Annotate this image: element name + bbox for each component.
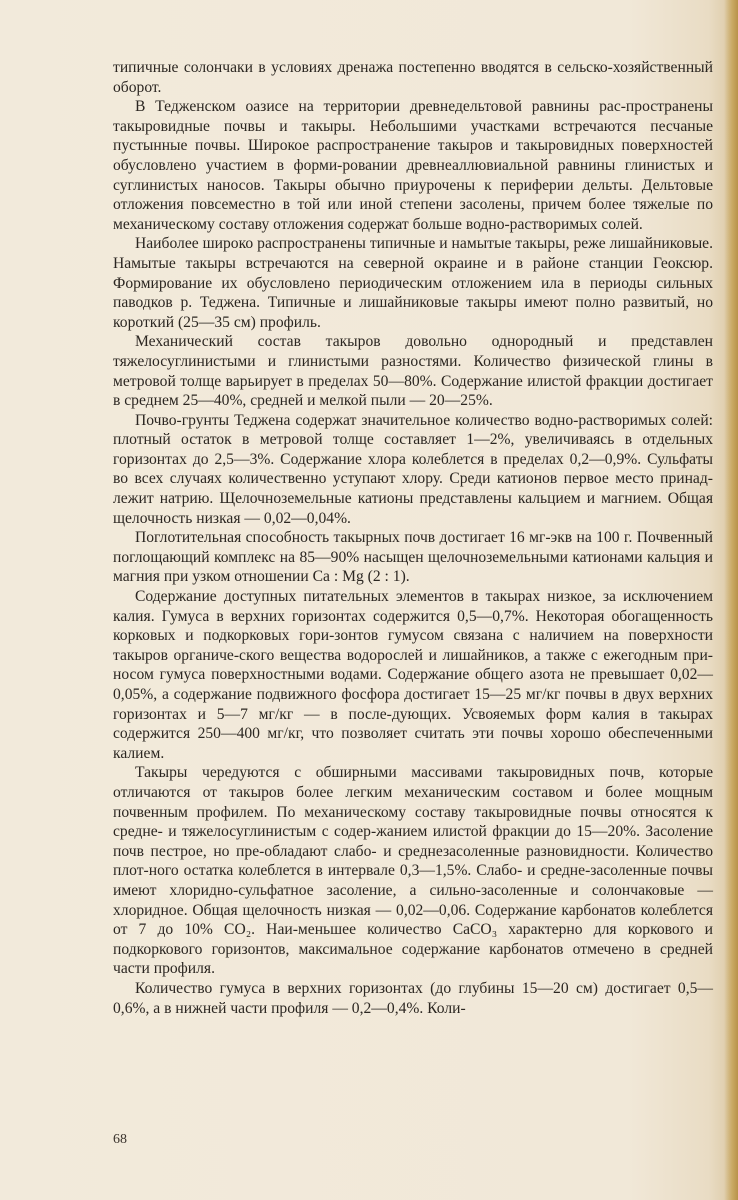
paragraph-absorption-capacity: Поглотительная способность такырных почв достигает 16 мг-экв на 100 г. Почвенный поглощающий комплекс на 85—90% насыщен щелочноземельными катионами кальция и магния при узком отношении Ca : Mg (2 : 1). [113, 529, 713, 586]
paragraph-takyr-types: Наиболее широко распространены типичные и намытые такыры, реже лишайниковые. Намытые такыры встречаются на северной окраине и в районе станции Геоксюр. Формирование их обусловлено периодическим отложением ила в периоды сильных паводков р. Теджена. Типичные и лишайниковые такыры имеют полно развитый, но короткий (25—35 см) профиль. [113, 235, 713, 331]
page-spine-shadow [724, 0, 738, 1200]
paragraph-continuation: типичные солончаки в условиях дренажа постепенно вводятся в сельско-хозяйственный оборот. [113, 59, 713, 96]
body-text [113, 58, 713, 1018]
page-number: 68 [113, 1132, 127, 1147]
paragraph-takyr-like-soils: Такыры чередуются с обширными массивами такыровидных почв, которые отличаются от такыров более легким механическим составом и более мощным почвенным профилем. По механическому составу такыровидные почвы относятся к средне- и тяжелосуглинистым с содер-жанием илистой фракции до 15—20%. Засоление почв пестрое, но пре-обладают слабо- и среднезасоленные разновидности. Количество плот-ного остатка колеблется в интервале 0,3—1,5%. Слабо- и средне-засоленные почвы имеют хлоридно-сульфатное засоление, а сильно-засоленные и солончаковые — хлоридное. Общая щелочность низкая — 0,02—0,06. Содержание карбонатов колеблется от 7 до 10% CO₂. Наи-меньшее количество CaCO₃ характерно для коркового и подкоркового горизонтов, максимальное содержание карбонатов отмечено в средней части профиля. [113, 764, 713, 978]
paragraph-soluble-salts: Почво-грунты Теджена содержат значительное количество водно-растворимых солей: плотный остаток в метровой толще составляет 1—2%, увеличиваясь в отдельных горизонтах до 2,5—3%. Содержание хлора колеблется в пределах 0,2—0,9%. Сульфаты во всех случаях количественно уступают хлору. Среди катионов первое место принад-лежит натрию. Щелочноземельные катионы представлены кальцием и магнием. Общая щелочность низкая — 0,02—0,04%. [113, 411, 713, 527]
paragraph-humus: Количество гумуса в верхних горизонтах (до глубины 15—20 см) достигает 0,5—0,6%, а в нижней части профиля — 0,2—0,4%. Коли- [113, 979, 713, 1017]
paragraph-mechanical-composition: Механический состав такыров довольно однородный и представлен тяжелосуглинистыми и глинистыми разностями. Количество физической глины в метровой толще варьирует в пределах 50—80%. Содержание илистой фракции достигает в среднем 25—40%, средней и мелкой пыли — 20—25%. [113, 333, 713, 410]
paragraph-tedzhen-oasis: В Тедженском оазисе на территории древнедельтовой равнины рас-пространены такыровидные почвы и такыры. Небольшими участками встречаются песчаные пустынные почвы. Широкое распространение такыров и такыровидных поверхностей обусловлено участием в форми-ровании древнеаллювиальной равнины глинистых и суглинистых наносов. Такыры обычно приурочены к периферии дельты. Дельтовые отложения повсеместно в той или иной степени засолены, причем более тяжелые по механическому составу отложения содержат больше водно-растворимых солей. [113, 98, 713, 233]
paragraph-nutrients: Содержание доступных питательных элементов в такырах низкое, за исключением калия. Гумуса в верхних горизонтах содержится 0,5—0,7%. Некоторая обогащенность корковых и подкорковых гори-зонтов гумусом связана с наличием на поверхности такыров органиче-ского вещества водорослей и лишайников, а также с ежегодным при-носом гумуса поверхностными водами. Содержание общего азота не превышает 0,02—0,05%, а содержание подвижного фосфора достигает 15—25 мг/кг почвы в двух верхних горизонтах и 5—7 мг/кг — в после-дующих. Усвояемых форм калия в такырах содержится 250—400 мг/кг, что позволяет считать эти почвы хорошо обеспеченными калием. [113, 588, 713, 762]
